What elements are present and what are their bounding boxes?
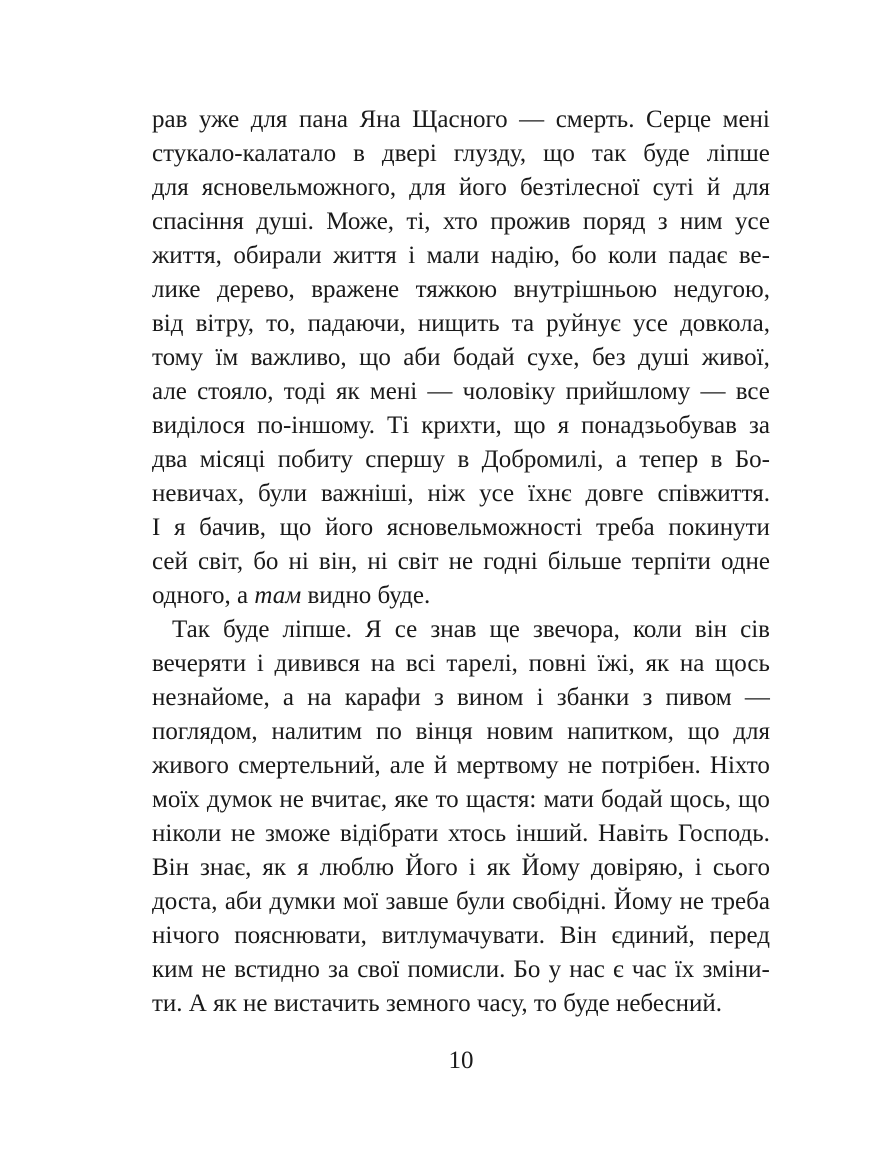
word: тому <box>152 344 203 371</box>
word: люблю <box>319 854 395 881</box>
word: безтілесної <box>519 174 640 201</box>
word: він <box>694 616 728 643</box>
word: для <box>250 106 288 133</box>
word: ні <box>288 548 309 575</box>
word: свобідні. <box>512 888 607 915</box>
word: зміни- <box>702 956 770 983</box>
word: світ, <box>197 548 244 575</box>
word: в <box>710 446 723 473</box>
word: виділося <box>152 412 246 439</box>
text-line <box>152 613 770 647</box>
word: вінця <box>415 718 473 745</box>
word: сів <box>740 616 770 643</box>
word: бачив, <box>199 514 266 541</box>
word: глузду, <box>453 140 527 167</box>
word: але <box>152 378 187 405</box>
word: ніж <box>427 480 466 507</box>
text-line <box>152 341 770 375</box>
word: яке <box>394 786 429 813</box>
word: що <box>738 786 770 813</box>
word: думки <box>269 888 336 915</box>
word: щастя: <box>465 786 537 813</box>
word: бо <box>571 242 597 269</box>
word: Так <box>172 616 210 643</box>
word: що <box>279 514 312 541</box>
word: на <box>307 684 332 711</box>
word: є <box>612 956 624 983</box>
word: мали <box>426 242 480 269</box>
text-line <box>152 579 770 613</box>
word: Бо- <box>734 446 770 473</box>
word: для <box>409 174 446 201</box>
word: Щасного <box>412 106 508 133</box>
word: чоловіку <box>462 378 556 405</box>
word: знав <box>430 616 477 643</box>
word: Йому <box>613 888 673 915</box>
word: не <box>279 786 304 813</box>
word: Бо <box>513 956 541 983</box>
word: доста, <box>152 888 218 915</box>
word: терпіти <box>631 548 711 575</box>
word: ким <box>152 956 194 983</box>
text-line <box>152 239 770 273</box>
word: важливо, <box>250 344 347 371</box>
word: що <box>513 412 546 439</box>
word: як <box>336 378 360 405</box>
word: по <box>375 718 402 745</box>
word: Йому <box>521 854 580 881</box>
word: думок <box>206 786 273 813</box>
word: і <box>694 854 702 881</box>
word: ясновельможного, <box>201 174 397 201</box>
word: Може, <box>326 208 395 235</box>
word: буде <box>222 616 270 643</box>
word: одне <box>720 548 770 575</box>
word: — <box>744 684 770 711</box>
word: відібрати <box>339 820 439 847</box>
word: так <box>591 140 627 167</box>
word: усе <box>734 208 770 235</box>
word: Яна <box>359 106 401 133</box>
word: тоді <box>283 378 326 405</box>
word: у <box>548 956 562 983</box>
word: нічого <box>152 922 220 949</box>
word: по-іншому. <box>257 412 375 439</box>
text-line <box>152 987 770 1021</box>
word: в <box>353 140 365 167</box>
word: щось <box>715 650 770 677</box>
word: мені <box>369 378 418 405</box>
text-line <box>152 885 770 919</box>
word: не <box>567 752 593 779</box>
word: довге <box>585 480 644 507</box>
word: його <box>325 514 374 541</box>
paragraph <box>152 613 770 1021</box>
word: їм <box>215 344 239 371</box>
word: все <box>735 378 770 405</box>
word: вітру, <box>195 310 254 337</box>
word: звечора, <box>532 616 620 643</box>
word: з <box>642 684 653 711</box>
word: уже <box>198 106 240 133</box>
text-line <box>152 919 770 953</box>
word: довкола, <box>680 310 770 337</box>
word: буде <box>643 140 690 167</box>
word: крихти, <box>421 412 502 439</box>
word: були <box>455 888 505 915</box>
word: Я <box>365 616 382 643</box>
word: дивився <box>274 650 361 677</box>
word: невичах, <box>152 480 245 507</box>
word: — <box>427 378 453 405</box>
word: покинути <box>668 514 770 541</box>
text-line <box>152 307 770 341</box>
word: суті <box>652 174 694 201</box>
word: більше <box>547 548 622 575</box>
word: всі <box>405 650 436 677</box>
word: нас <box>569 956 605 983</box>
word: а <box>282 684 294 711</box>
word: їжі, <box>597 650 635 677</box>
word: час <box>631 956 667 983</box>
word: аби <box>403 344 441 371</box>
word: поряд <box>582 208 646 235</box>
word: двері <box>381 140 437 167</box>
word: потрібен. <box>601 752 701 779</box>
word: обирали <box>233 242 322 269</box>
word: смерть. <box>555 106 635 133</box>
text-line <box>152 681 770 715</box>
word: я <box>297 854 309 881</box>
word: сухе, <box>527 344 580 371</box>
word: без <box>591 344 626 371</box>
word: і <box>408 242 416 269</box>
text-line <box>152 443 770 477</box>
word: не <box>201 956 227 983</box>
text-line <box>152 749 770 783</box>
word: як <box>486 854 511 881</box>
word: усе <box>479 480 515 507</box>
word: від <box>152 310 184 337</box>
word: їх <box>674 956 695 983</box>
text-line <box>152 409 770 443</box>
text-line <box>152 953 770 987</box>
word: але <box>389 752 425 779</box>
word: Добромилі, <box>481 446 604 473</box>
word: вчитає, <box>311 786 388 813</box>
word: душі. <box>256 208 314 235</box>
word: коли <box>608 242 657 269</box>
word: він, <box>318 548 358 575</box>
word: я <box>174 514 186 541</box>
word: ліпше. <box>282 616 352 643</box>
word: важніші, <box>320 480 414 507</box>
word: побиту <box>277 446 353 473</box>
word: бодай <box>601 786 663 813</box>
text-line <box>152 171 770 205</box>
word: помисли. <box>407 956 506 983</box>
word: руйнує <box>546 310 621 337</box>
word: Навіть <box>598 820 669 847</box>
word: і <box>256 650 264 677</box>
word: аби <box>224 888 263 915</box>
word: поглядом, <box>152 718 258 745</box>
word: з <box>433 684 444 711</box>
word: і <box>536 684 544 711</box>
word: за <box>749 412 770 439</box>
word: душі <box>638 344 690 371</box>
word: мертвому <box>456 752 559 779</box>
word: співжиття. <box>657 480 770 507</box>
word: тепер <box>639 446 699 473</box>
text-line <box>152 511 770 545</box>
word: й <box>433 752 448 779</box>
word: довіряю, <box>590 854 684 881</box>
word: сей <box>152 548 188 575</box>
word: ніколи <box>152 820 222 847</box>
word: Ті <box>387 412 410 439</box>
word: Господь. <box>677 820 770 847</box>
word: бодай <box>452 344 515 371</box>
word: та <box>511 310 535 337</box>
text-segment: видно буде. <box>301 582 431 609</box>
word: ні <box>367 548 388 575</box>
word: — <box>519 106 545 133</box>
word: новим <box>486 718 554 745</box>
word: пивом <box>665 684 732 711</box>
word: Він <box>152 854 189 881</box>
word: бо <box>253 548 279 575</box>
word: се <box>394 616 418 643</box>
word: зможе <box>265 820 331 847</box>
word: стукало-калатало <box>152 140 337 167</box>
word: ліпше <box>706 140 770 167</box>
word: не <box>230 820 256 847</box>
word: то, <box>266 310 296 337</box>
word: місяці <box>199 446 266 473</box>
word: живого <box>152 752 229 779</box>
word: треба <box>596 514 655 541</box>
text-segment: одного, а <box>152 582 255 609</box>
word: дерево, <box>216 276 295 303</box>
word: хто <box>442 208 478 235</box>
word: Його <box>405 854 458 881</box>
word: мої <box>342 888 379 915</box>
word: світ <box>397 548 439 575</box>
text-line <box>152 205 770 239</box>
word: понадзьобував <box>581 412 737 439</box>
word: життя <box>333 242 397 269</box>
word: ті, <box>406 208 431 235</box>
word: збанки <box>556 684 630 711</box>
word: завше <box>385 888 449 915</box>
word: моїх <box>152 786 200 813</box>
word: щось, <box>669 786 731 813</box>
word: і <box>468 854 476 881</box>
word: мені <box>722 106 770 133</box>
word: спершу <box>365 446 446 473</box>
word: внутрішньою <box>513 276 658 303</box>
word: ще <box>489 616 520 643</box>
word: карафи <box>344 684 421 711</box>
word: витлумачувати. <box>381 922 546 949</box>
word: живої, <box>701 344 770 371</box>
word: вечеряти <box>152 650 247 677</box>
word: для <box>152 174 189 201</box>
word: на <box>679 650 705 677</box>
word: ясновельможності <box>386 514 583 541</box>
word: тарелі, <box>446 650 518 677</box>
word: рав <box>152 106 188 133</box>
word: І <box>152 514 161 541</box>
text-line <box>152 545 770 579</box>
word: ним <box>680 208 723 235</box>
word: що <box>687 718 720 745</box>
italic-text: там <box>254 582 302 609</box>
word: єдиний, <box>611 922 695 949</box>
text-line <box>152 137 770 171</box>
word: налитим <box>271 718 363 745</box>
word: й <box>706 174 721 201</box>
word: годні <box>483 548 538 575</box>
word: вином <box>457 684 524 711</box>
word: незнайоме, <box>152 684 270 711</box>
text-line <box>152 647 770 681</box>
word: усе <box>632 310 668 337</box>
word: хтось <box>448 820 507 847</box>
text-line <box>152 851 770 885</box>
text-segment: ти. А як не вистачить земного часу, то буде небесний. <box>152 990 723 1017</box>
word: спасіння <box>152 208 244 235</box>
word: а <box>615 446 627 473</box>
word: тяжкою <box>415 276 498 303</box>
word: — <box>700 378 726 405</box>
word: надію, <box>490 242 560 269</box>
word: що <box>359 344 391 371</box>
word: інший. <box>515 820 589 847</box>
word: два <box>152 446 188 473</box>
word: мати <box>543 786 594 813</box>
paragraph <box>152 103 770 613</box>
text-line <box>152 375 770 409</box>
word: перед <box>709 922 770 949</box>
word: його <box>458 174 507 201</box>
word: коли <box>632 616 682 643</box>
text-line <box>152 817 770 851</box>
text-line <box>152 477 770 511</box>
word: треба <box>711 888 770 915</box>
word: їхнє <box>528 480 572 507</box>
word: пояснювати, <box>234 922 367 949</box>
word: повні <box>528 650 587 677</box>
word: вражене <box>311 276 400 303</box>
text-line <box>152 783 770 817</box>
word: як <box>645 650 670 677</box>
word: прожив <box>490 208 571 235</box>
text-line <box>152 273 770 307</box>
word: напитком, <box>567 718 674 745</box>
word: лике <box>152 276 201 303</box>
text-line <box>152 715 770 749</box>
word: падаючи, <box>307 310 406 337</box>
word: знає, <box>200 854 252 881</box>
word: недугою, <box>673 276 770 303</box>
word: для <box>733 174 770 201</box>
word: Ніхто <box>709 752 770 779</box>
word: не <box>679 888 704 915</box>
word: прийшлому <box>565 378 691 405</box>
word: свої <box>357 956 400 983</box>
text-line <box>152 103 770 137</box>
word: встидно <box>234 956 320 983</box>
word: життя, <box>152 242 222 269</box>
word: як <box>262 854 287 881</box>
word: в <box>457 446 470 473</box>
word: на <box>370 650 396 677</box>
word: падає <box>668 242 728 269</box>
text-block <box>152 103 770 1021</box>
word: Серце <box>646 106 712 133</box>
word: що <box>543 140 575 167</box>
word: не <box>448 548 474 575</box>
word: смертельний, <box>238 752 381 779</box>
word: пана <box>298 106 348 133</box>
word: ве- <box>738 242 770 269</box>
word: з <box>657 208 668 235</box>
word: для <box>733 718 770 745</box>
word: стояло, <box>197 378 274 405</box>
word: сього <box>712 854 770 881</box>
word: були <box>258 480 308 507</box>
page-number: 10 <box>448 1047 474 1074</box>
word: за <box>328 956 350 983</box>
word: нищить <box>417 310 500 337</box>
word: я <box>557 412 570 439</box>
word: Він <box>559 922 597 949</box>
word: то <box>435 786 459 813</box>
